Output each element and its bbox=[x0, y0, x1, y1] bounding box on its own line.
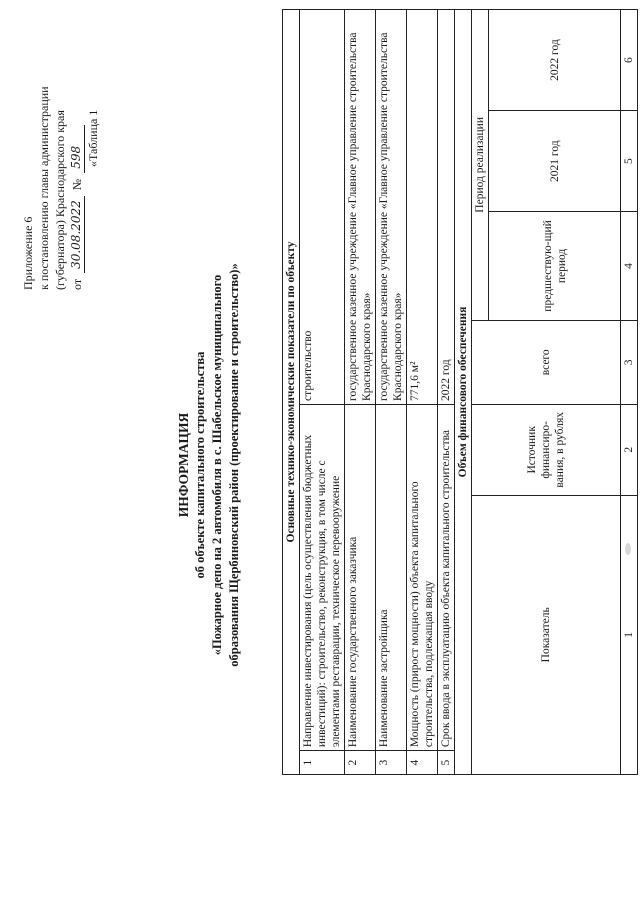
document-subtitle: об объекте капитального строительства bbox=[193, 351, 207, 579]
row-label: Наименование государственного заказчика bbox=[345, 404, 376, 750]
col-number: 5 bbox=[621, 111, 638, 212]
handwritten-date: 30.08.2022 bbox=[68, 196, 85, 273]
col-number: 2 bbox=[621, 404, 638, 495]
row-label: Срок ввода в эксплуатацию объекта капитального строительства bbox=[438, 404, 455, 750]
prev-period-header: предшествую-щий период bbox=[489, 212, 621, 321]
appendix-decree-line: к постановлению главы администрации bbox=[37, 86, 51, 290]
from-prefix: от bbox=[70, 278, 84, 290]
title-block bbox=[175, 115, 243, 815]
number-prefix: № bbox=[70, 178, 84, 191]
appendix-header bbox=[20, 20, 85, 290]
row-label: Наименование застройщика bbox=[376, 404, 407, 750]
table-row bbox=[407, 10, 438, 775]
object-name-line2: образования Щербиновский район (проектирование и строительство)» bbox=[227, 263, 241, 667]
col-number: 4 bbox=[621, 212, 638, 321]
object-info-table bbox=[282, 9, 638, 775]
year-2022-header: 2022 год bbox=[489, 10, 621, 111]
document-title: ИНФОРМАЦИЯ bbox=[176, 412, 191, 518]
col-number: 6 bbox=[621, 10, 638, 111]
table-row bbox=[300, 10, 345, 775]
row-number: 4 bbox=[407, 751, 438, 775]
appendix-label: Приложение 6 bbox=[21, 216, 35, 290]
row-number: 3 bbox=[376, 751, 407, 775]
row-label: Мощность (прирост мощности) объекта капитального строительства, подлежащая вводу bbox=[407, 404, 438, 750]
scan-smudge bbox=[625, 543, 631, 555]
col-number: 1 bbox=[621, 495, 638, 774]
appendix-governor-line: (губернатора) Краснодарского края bbox=[53, 110, 67, 290]
table-row bbox=[376, 10, 407, 775]
table-reference: «Таблица 1 bbox=[86, 109, 100, 167]
col-number: 3 bbox=[621, 320, 638, 404]
object-name-line1: «Пожарное депо на 2 автомобиля в с. Шабельское муниципального bbox=[210, 274, 224, 656]
row-number: 1 bbox=[300, 751, 345, 775]
table-row bbox=[345, 10, 376, 775]
row-value: строительство bbox=[300, 10, 345, 405]
row-value: 2022 год bbox=[438, 10, 455, 405]
section-tech-header: Основные технико-экономические показатели по объекту bbox=[283, 10, 300, 775]
column-number-row bbox=[621, 10, 638, 775]
indicator-header: Показатель bbox=[472, 495, 621, 774]
section-finance-header: Объем финансового обеспечения bbox=[455, 10, 472, 775]
source-header: Источник финансиро-вания, в рублях bbox=[472, 404, 621, 495]
row-value: 771,6 м² bbox=[407, 10, 438, 405]
appendix-date-line bbox=[68, 20, 85, 290]
year-2021-header: 2021 год bbox=[489, 111, 621, 212]
total-header: всего bbox=[472, 320, 621, 404]
row-number: 5 bbox=[438, 751, 455, 775]
row-value: государственное казенное учреждение «Главное управление строительства Краснодарского края» bbox=[376, 10, 407, 405]
row-label: Направление инвестирования (цель осуществления бюджетных инвестиций): строительство, реконструкция, в том числе с элементами реставрации, техническое перевооружение bbox=[300, 404, 345, 750]
handwritten-number: 598 bbox=[68, 125, 85, 173]
period-header: Период реализации bbox=[472, 10, 489, 321]
row-number: 2 bbox=[345, 751, 376, 775]
table-row bbox=[438, 10, 455, 775]
row-value: государственное казенное учреждение «Главное управление строительства Краснодарского края» bbox=[345, 10, 376, 405]
